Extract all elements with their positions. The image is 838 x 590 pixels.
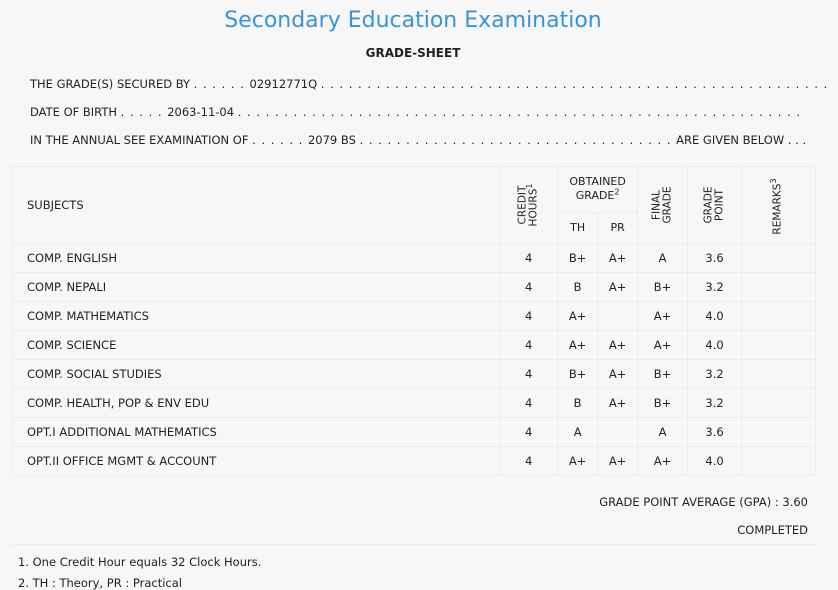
remarks-cell	[742, 418, 816, 447]
remarks-cell	[742, 302, 816, 331]
dob-line	[30, 105, 801, 119]
th-grade-cell: A+	[558, 447, 598, 476]
completion-status: COMPLETED	[737, 523, 808, 537]
secured-by-value: 02912771Q	[249, 77, 318, 91]
credit-hours-cell: 4	[500, 389, 558, 418]
leader-dots: . . . . . . . . . . . . . . . . . . . . . . . . . . . . . . . . . . . . . . . . . . . . . . . . . . . . . . .	[320, 77, 829, 91]
remarks-cell	[742, 447, 816, 476]
final-grade-cell: A+	[638, 331, 688, 360]
exam-suffix: ARE GIVEN BELOW . . .	[676, 133, 807, 147]
footnote-1: 1. One Credit Hour equals 32 Clock Hours.	[18, 555, 262, 569]
grade-point-cell: 3.2	[688, 273, 742, 302]
leader-dots: . . . . .	[120, 105, 168, 119]
remarks-cell	[742, 389, 816, 418]
table-row	[13, 302, 816, 331]
final-grade-cell: B+	[638, 389, 688, 418]
final-grade-cell: A+	[638, 447, 688, 476]
table-row	[13, 447, 816, 476]
subject-cell: COMP. SOCIAL STUDIES	[13, 360, 500, 389]
remarks-cell	[742, 273, 816, 302]
credit-hours-header: CREDIT HOURS$^1$	[500, 167, 558, 244]
remarks-cell	[742, 244, 816, 273]
leader-dots: . . . . . .	[252, 133, 308, 147]
final-grade-cell: A+	[638, 302, 688, 331]
pr-grade-cell: A+	[598, 360, 638, 389]
credit-hours-cell: 4	[500, 273, 558, 302]
th-grade-cell: B+	[558, 244, 598, 273]
remarks-header: REMARKS$^3$	[742, 167, 816, 244]
obtained-grade-header: OBTAINED GRADE$^2$	[558, 167, 638, 213]
th-grade-cell: B	[558, 389, 598, 418]
credit-hours-cell: 4	[500, 418, 558, 447]
credit-hours-cell: 4	[500, 302, 558, 331]
remarks-cell	[742, 331, 816, 360]
grade-point-cell: 4.0	[688, 447, 742, 476]
pr-grade-cell: A+	[598, 389, 638, 418]
th-grade-cell: A+	[558, 302, 598, 331]
grade-sheet-heading: GRADE-SHEET	[365, 46, 461, 60]
table-header-row	[13, 167, 816, 213]
grade-point-cell: 4.0	[688, 331, 742, 360]
table-row	[13, 273, 816, 302]
leader-dots: . . . . . . . . . . . . . . . . . . . . . . . . . . . . . . . . . .	[359, 133, 677, 147]
table-row	[13, 331, 816, 360]
subjects-header: SUBJECTS	[13, 167, 500, 244]
table-row	[13, 244, 816, 273]
leader-dots: . . . . . .	[193, 77, 250, 91]
exam-line	[30, 133, 806, 147]
subject-cell: COMP. NEPALI	[13, 273, 500, 302]
secured-by-label: THE GRADE(S) SECURED BY	[30, 77, 191, 91]
pr-header: PR	[598, 212, 638, 243]
th-grade-cell: B+	[558, 360, 598, 389]
divider	[12, 544, 816, 545]
credit-hours-cell: 4	[500, 360, 558, 389]
table-row	[13, 389, 816, 418]
final-grade-cell: A	[638, 418, 688, 447]
grade-point-header: GRADE POINT	[688, 167, 742, 244]
final-grade-cell: A	[638, 244, 688, 273]
credit-hours-cell: 4	[500, 331, 558, 360]
grade-rows	[13, 244, 816, 476]
grade-point-cell: 3.6	[688, 418, 742, 447]
grade-point-cell: 4.0	[688, 302, 742, 331]
pr-grade-cell: A+	[598, 244, 638, 273]
table-row	[13, 360, 816, 389]
secured-by-line	[30, 77, 828, 91]
subject-cell: COMP. MATHEMATICS	[13, 302, 500, 331]
exam-title: Secondary Education Examination	[224, 8, 602, 33]
pr-grade-cell: A+	[598, 331, 638, 360]
final-grade-header: FINAL GRADE	[638, 167, 688, 244]
credit-hours-cell: 4	[500, 244, 558, 273]
th-header: TH	[558, 212, 598, 243]
th-grade-cell: A	[558, 418, 598, 447]
grade-point-cell: 3.2	[688, 360, 742, 389]
th-grade-cell: A+	[558, 331, 598, 360]
pr-grade-cell	[598, 418, 638, 447]
subject-cell: OPT.I ADDITIONAL MATHEMATICS	[13, 418, 500, 447]
subject-cell: COMP. SCIENCE	[13, 331, 500, 360]
table-row	[13, 418, 816, 447]
pr-grade-cell	[598, 302, 638, 331]
pr-grade-cell: A+	[598, 447, 638, 476]
footnote-2: 2. TH : Theory, PR : Practical	[18, 576, 182, 590]
final-grade-cell: B+	[638, 360, 688, 389]
final-grade-cell: B+	[638, 273, 688, 302]
exam-label: IN THE ANNUAL SEE EXAMINATION OF	[30, 133, 249, 147]
gpa-text: GRADE POINT AVERAGE (GPA) : 3.60	[599, 495, 808, 509]
subject-cell: OPT.II OFFICE MGMT & ACCOUNT	[13, 447, 500, 476]
subject-cell: COMP. ENGLISH	[13, 244, 500, 273]
remarks-cell	[742, 360, 816, 389]
th-grade-cell: B	[558, 273, 598, 302]
grades-table	[12, 166, 816, 476]
grade-point-cell: 3.6	[688, 244, 742, 273]
credit-hours-cell: 4	[500, 447, 558, 476]
subject-cell: COMP. HEALTH, POP & ENV EDU	[13, 389, 500, 418]
dob-label: DATE OF BIRTH	[30, 105, 118, 119]
exam-value: 2079 BS	[307, 133, 356, 147]
grade-point-cell: 3.2	[688, 389, 742, 418]
leader-dots: . . . . . . . . . . . . . . . . . . . . . . . . . . . . . . . . . . . . . . . . . . . . . . . . . . . . . . . . . . . . .	[237, 105, 802, 119]
dob-value: 2063-11-04	[167, 105, 235, 119]
pr-grade-cell: A+	[598, 273, 638, 302]
